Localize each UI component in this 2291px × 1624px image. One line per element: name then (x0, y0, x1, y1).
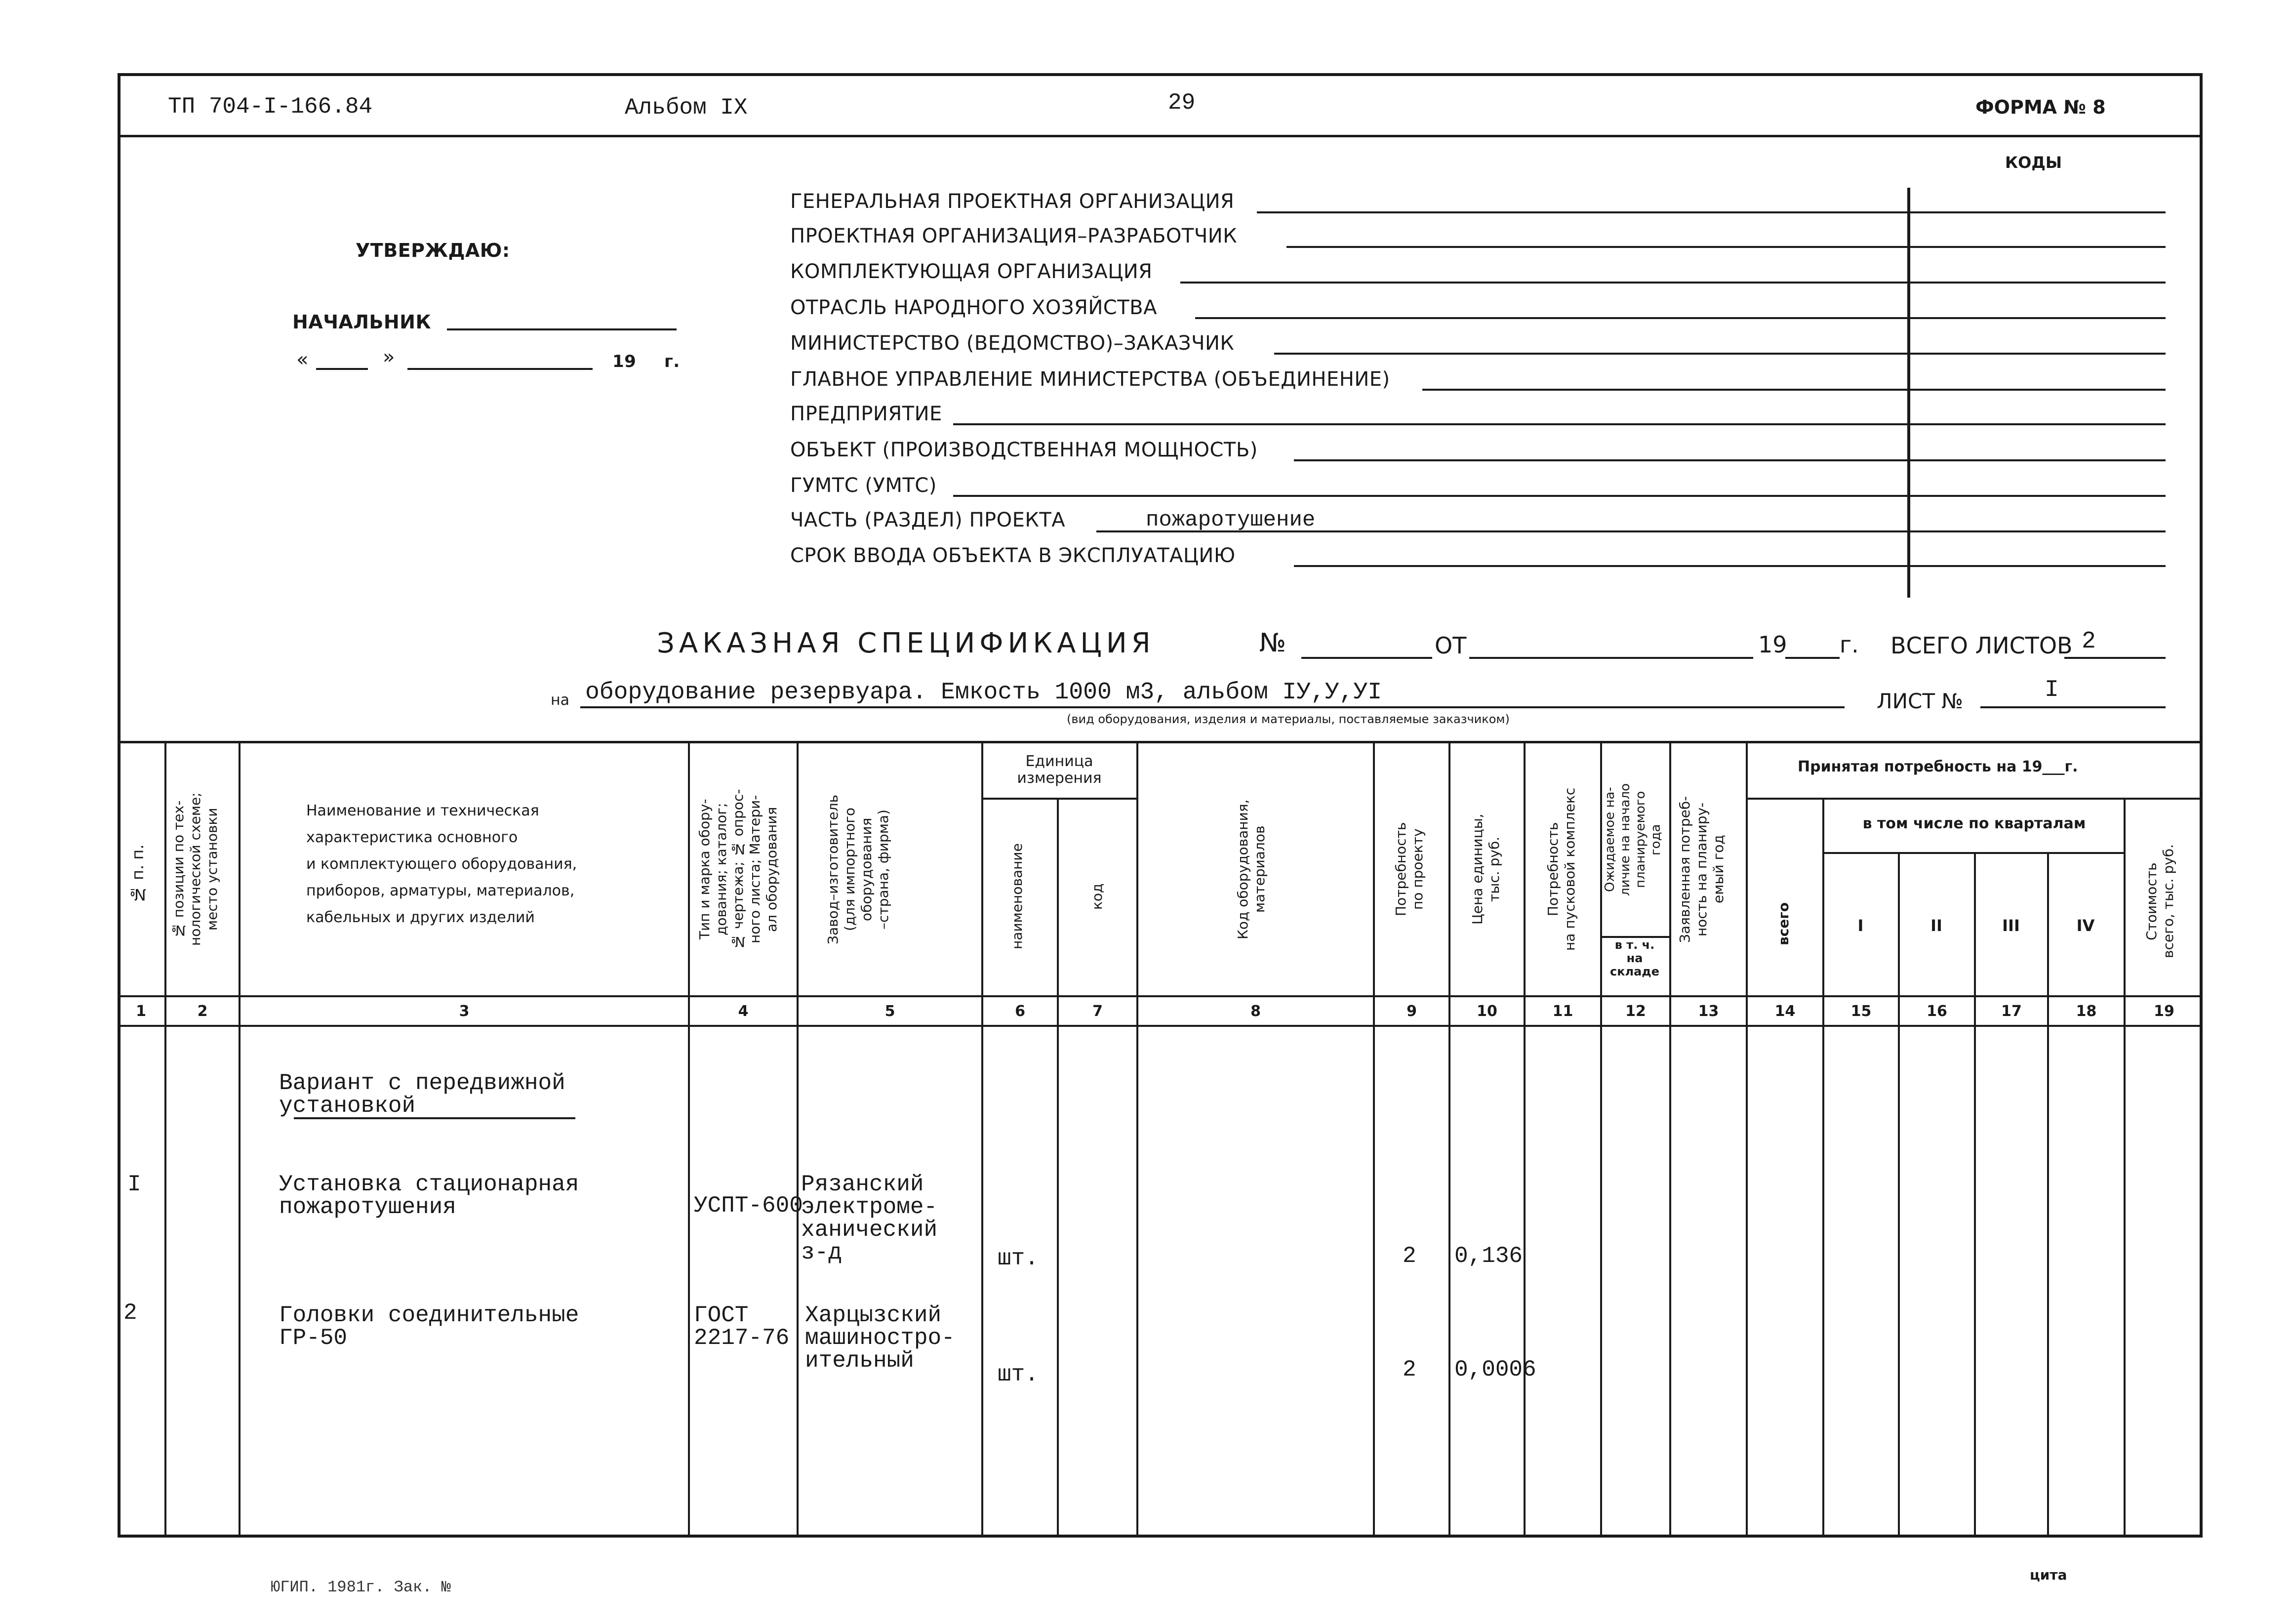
spec-year-label: 19 (1758, 631, 1787, 658)
chief-label: НАЧАЛЬНИК (292, 311, 432, 333)
header-accepted-group: Принятая потребность на 19___г. (1798, 758, 2078, 775)
colnum-15: 15 (1850, 1003, 1872, 1020)
column-numbers-bottom (118, 1025, 2203, 1027)
row-1-maker: Рязанский электроме- ханический з-д (801, 1172, 938, 1265)
header-divider (118, 135, 2203, 137)
date-month-line (407, 368, 593, 370)
form-label: ФОРМА № 8 (1975, 96, 2106, 118)
org-line-supplier (1180, 282, 2166, 284)
page-number: 29 (1168, 90, 1196, 116)
org-label-developer: ПРОЕКТНАЯ ОРГАНИЗАЦИЯ–РАЗРАБОТЧИК (790, 225, 1238, 247)
col-sep-7 (1136, 741, 1138, 1536)
spec-subject: оборудование резервуара. Емкость 1000 м3, альбом IУ,У,УI (585, 679, 1382, 706)
spec-year-suffix: г. (1840, 631, 1859, 658)
col-sep-5 (981, 741, 983, 1536)
colnum-11: 11 (1552, 1003, 1573, 1020)
sheet-number-line (1980, 706, 2166, 708)
date-suffix: г. (664, 352, 680, 371)
header-unit-name: наименование (1009, 843, 1025, 950)
date-day-line (316, 368, 368, 370)
header-declared-demand: Заявленная потреб- ность на планиру- емый год (1677, 796, 1727, 943)
chief-line (447, 328, 677, 330)
row-1-unit: шт. (998, 1246, 1039, 1271)
org-line-project-part (1096, 530, 2166, 532)
row-2-type: ГОСТ 2217-76 (694, 1302, 790, 1351)
header-q3: III (2002, 916, 2020, 935)
col-sep-16 (1974, 852, 1976, 1536)
col-sep-3 (688, 741, 690, 1536)
sheet-number: I (2045, 677, 2059, 703)
colnum-7: 7 (1092, 1003, 1103, 1020)
date-quote-open: « (296, 348, 309, 371)
header-quarters-group: в том числе по кварталам (1862, 815, 2086, 832)
section-title-underline (294, 1117, 575, 1119)
album-label: Альбом IX (625, 95, 748, 121)
total-sheets-line (2064, 657, 2166, 659)
row-2-unit: шт. (998, 1362, 1039, 1387)
colnum-17: 17 (2001, 1003, 2022, 1020)
spec-number-line (1301, 657, 1432, 659)
org-line-general (1257, 211, 2166, 213)
col-sep-11 (1600, 741, 1602, 1536)
spec-on-label: на (551, 691, 569, 709)
col-sep-9 (1448, 741, 1450, 1536)
colnum-9: 9 (1407, 1003, 1417, 1020)
spec-number-label: № (1259, 628, 1286, 658)
spec-title: ЗАКАЗНАЯ СПЕЦИФИКАЦИЯ (657, 627, 1155, 659)
row-1-qty: 2 (1403, 1243, 1416, 1269)
header-position: № позиции по тех- нологической схеме; место установки (170, 792, 220, 946)
codes-label: КОДЫ (2005, 153, 2062, 172)
col-sep-10 (1524, 741, 1526, 1536)
header-expected-stock: Ожидаемое на- личие на начало планируемого года (1603, 783, 1663, 896)
header-q4: IV (2076, 916, 2095, 935)
row-2-name: Головки соединительные ГР-50 (279, 1302, 579, 1351)
row-1-price: 0,136 (1454, 1243, 1523, 1269)
org-label-enterprise: ПРЕДПРИЯТИЕ (790, 403, 942, 425)
approve-label: УТВЕРЖДАЮ: (356, 240, 510, 261)
row-1-number: I (127, 1172, 141, 1197)
spec-subject-caption: (вид оборудования, изделия и материалы, поставляемые заказчиком) (1067, 712, 1510, 726)
colnum-10: 10 (1477, 1003, 1497, 1020)
col-sep-2 (239, 741, 241, 1536)
column-numbers-top (118, 995, 2203, 997)
header-launch-demand: Потребность на пусковой комплекс (1545, 787, 1578, 951)
org-line-industry (1195, 317, 2166, 319)
org-line-developer (1286, 246, 2166, 248)
colnum-1: 1 (136, 1003, 146, 1020)
header-name: Наименование и техническая характеристика основного и комплектующего оборудования, приборов, арматуры, материалов, кабельных и других изделий (306, 802, 577, 926)
section-title: Вариант с передвижной установкой (279, 1070, 565, 1119)
header-unit-price: Цена единицы, тыс. руб. (1469, 813, 1502, 925)
header-unit-group: Единица измерения (1017, 753, 1102, 787)
col-sep-8 (1373, 741, 1375, 1536)
quarters-group-divider (1822, 852, 2124, 854)
col-sep-17 (2047, 852, 2049, 1536)
colnum-19: 19 (2154, 1003, 2174, 1020)
org-label-object: ОБЪЕКТ (ПРОИЗВОДСТВЕННАЯ МОЩНОСТЬ) (790, 439, 1258, 461)
org-line-ministry (1274, 353, 2166, 355)
footer-print-info: ЮГИП. 1981г. Зак. № (271, 1578, 451, 1596)
header-q1: I (1857, 916, 1864, 935)
table-top-border (118, 741, 2203, 743)
colnum-5: 5 (884, 1003, 895, 1020)
colnum-3: 3 (459, 1003, 470, 1020)
col-sep-13 (1746, 741, 1748, 1536)
accepted-group-divider (1746, 798, 2203, 800)
colnum-18: 18 (2076, 1003, 2097, 1020)
org-line-main-dept (1422, 389, 2166, 391)
date-quote-close: » (383, 346, 395, 368)
col-sep-18 (2124, 798, 2126, 1536)
spec-year-line (1785, 657, 1840, 659)
row-1-type: УСПТ-600 (694, 1193, 803, 1218)
date-year: 19 (612, 352, 637, 371)
col-sep-4 (797, 741, 799, 1536)
org-label-industry: ОТРАСЛЬ НАРОДНОГО ХОЗЯЙСТВА (790, 296, 1157, 319)
org-line-enterprise (953, 423, 2166, 425)
org-label-supplier: КОМПЛЕКТУЮЩАЯ ОРГАНИЗАЦИЯ (790, 260, 1153, 283)
org-label-deadline: СРОК ВВОДА ОБЪЕКТА В ЭКСПЛУАТАЦИЮ (790, 544, 1236, 567)
row-2-number: 2 (123, 1300, 137, 1326)
row-1-name: Установка стационарная пожаротушения (279, 1172, 579, 1220)
header-demand: Потребность по проекту (1393, 822, 1426, 917)
org-label-gumts: ГУМТС (УМТС) (790, 474, 937, 497)
row-2-maker: Харцызский машиностро- ительный (805, 1302, 955, 1374)
total-sheets-label: ВСЕГО ЛИСТОВ (1890, 632, 2073, 659)
spec-subject-line (580, 706, 1845, 708)
footer-right-mark: цита (2030, 1567, 2067, 1583)
col-sep-1 (164, 741, 166, 1536)
row-2-price: 0,0006 (1454, 1357, 1536, 1382)
col-sep-14 (1822, 798, 1824, 1536)
colnum-14: 14 (1774, 1003, 1796, 1020)
colnum-8: 8 (1250, 1003, 1261, 1020)
colnum-12: 12 (1625, 1003, 1646, 1020)
header-type: Тип и марка обору- дования; каталог; № чертежа; № опрос- ного листа; Матери- ал оборудования (696, 789, 780, 950)
header-in-warehouse: в т. ч. на складе (1610, 938, 1659, 978)
header-cost: Стоимость всего, тыс. руб. (2143, 844, 2176, 959)
spec-from-line (1469, 657, 1753, 659)
colnum-2: 2 (197, 1003, 208, 1020)
header-maker: Завод–изготовитель (для импортного оборудования –страна, фирма) (825, 794, 891, 944)
col-sep-15 (1898, 852, 1900, 1536)
codes-divider (1907, 188, 1910, 598)
header-total: всего (1775, 902, 1792, 945)
project-code: ТП 704-I-166.84 (168, 94, 373, 120)
org-value-project-part: пожаротушение (1146, 508, 1316, 532)
spec-from-label: ОТ (1435, 632, 1467, 659)
org-label-main-dept: ГЛАВНОЕ УПРАВЛЕНИЕ МИНИСТЕРСТВА (ОБЪЕДИНЕНИЕ) (790, 368, 1390, 391)
org-line-gumts (953, 495, 2166, 497)
col-sep-12 (1669, 741, 1671, 1536)
org-label-general: ГЕНЕРАЛЬНАЯ ПРОЕКТНАЯ ОРГАНИЗАЦИЯ (790, 190, 1235, 213)
org-label-ministry: МИНИСТЕРСТВО (ВЕДОМСТВО)–ЗАКАЗЧИК (790, 332, 1235, 355)
colnum-6: 6 (1015, 1003, 1025, 1020)
org-line-object (1294, 459, 2166, 461)
header-unit-code: код (1089, 883, 1105, 910)
colnum-16: 16 (1927, 1003, 1947, 1020)
colnum-4: 4 (738, 1003, 749, 1020)
header-row-number: № п. п. (128, 844, 147, 904)
sheet-label: ЛИСТ № (1877, 689, 1964, 713)
total-sheets-value: 2 (2082, 628, 2096, 655)
header-q2: II (1930, 916, 1942, 935)
header-equipment-code: Код оборудования, материалов (1235, 799, 1268, 939)
row-2-qty: 2 (1403, 1357, 1416, 1382)
org-label-project-part: ЧАСТЬ (РАЗДЕЛ) ПРОЕКТА (790, 509, 1066, 531)
colnum-13: 13 (1698, 1003, 1719, 1020)
unit-group-divider (981, 798, 1136, 800)
org-line-deadline (1294, 565, 2166, 567)
col-sep-6 (1057, 798, 1059, 1536)
